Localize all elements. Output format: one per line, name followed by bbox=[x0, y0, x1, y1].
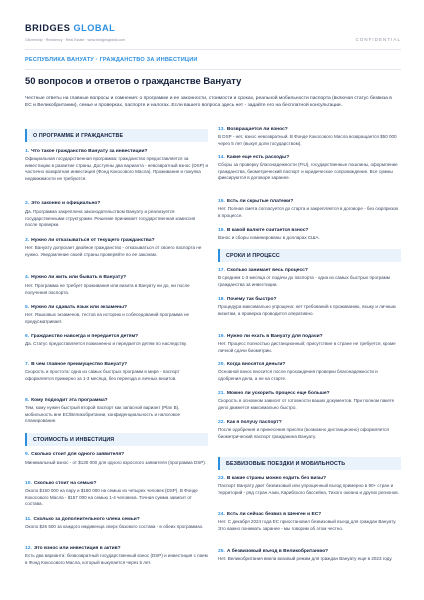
question-number: 2. bbox=[25, 201, 30, 206]
question-14 bbox=[218, 155, 401, 161]
question-number: 20. bbox=[218, 362, 225, 367]
answer-7: Скорость и простота: одна из самых быстрых программ в мире - паспорт оформляется примерно за 1-3 месяца, без переезда и личных визитов. bbox=[25, 369, 180, 381]
question-text: Нужно ли ехать в Вануату для подачи? bbox=[226, 334, 323, 339]
question-7 bbox=[25, 362, 208, 368]
answer-8: Тем, кому нужен быстрый второй паспорт как запасной вариант (Plan B), мобильность вне ЕС/Великобритании, конфиденциальность и налоговое планирование. bbox=[25, 405, 181, 423]
question-19 bbox=[218, 334, 401, 340]
question-4 bbox=[25, 275, 208, 281]
question-number: 22. bbox=[218, 420, 225, 425]
section-title: СТОИМОСТЬ И ИНВЕСТИЦИЯ bbox=[33, 436, 115, 443]
question-number: 19. bbox=[218, 334, 225, 339]
question-number: 25. bbox=[218, 549, 225, 554]
question-text: Сколько за дополнительного члена семьи? bbox=[33, 517, 140, 522]
question-number: 5. bbox=[25, 305, 30, 310]
answer-13: В DSP - нет, взнос невозвратный. В Фонде Кокосового Масла возвращается $50 000 через 5 лет (выкуп доли государством). bbox=[218, 134, 397, 146]
question-number: 16. bbox=[218, 228, 225, 233]
question-text: Это взнос или инвестиция в актив? bbox=[33, 546, 121, 551]
answer-5: Нет. Языковых экзаменов, тестов на историю и собеседований программа не предусматривает. bbox=[25, 312, 189, 324]
question-number: 14. bbox=[218, 155, 225, 160]
answer-21: Скорость в основном зависит от готовности ваших документов. При полном пакете дело движется максимально быстро. bbox=[218, 398, 395, 410]
answer-19: Нет. Процесс полностью дистанционный; присутствие в стране не требуется, кроме личной сдачи биометрии. bbox=[218, 341, 396, 353]
question-text: Есть ли сейчас безвиз в Шенген и ЕС? bbox=[226, 512, 322, 517]
answer-1: Официальная государственная программа: гражданство предоставляется за инвестицию в развитие страны. Доступны два варианта - невозвратный взнос (DSP) и частично возвратная инвестиция (Фонд Кокосового Масла). Проживание и покупка недвижимости не требуются. bbox=[25, 156, 208, 181]
question-number: 11. bbox=[25, 517, 32, 522]
question-20 bbox=[218, 362, 401, 368]
question-number: 8. bbox=[25, 398, 30, 403]
question-number: 17. bbox=[218, 268, 225, 273]
logo-main-text: BRIDGES bbox=[25, 23, 71, 33]
question-number: 7. bbox=[25, 362, 30, 367]
question-text: Кому подходит эта программа? bbox=[31, 398, 108, 403]
document-title: 50 вопросов и ответов о гражданстве Вануату bbox=[25, 75, 242, 86]
section-header-visa bbox=[218, 457, 401, 470]
question-text: В чем главное преимущество Вануату? bbox=[31, 362, 128, 367]
question-11 bbox=[25, 517, 208, 523]
question-number: 21. bbox=[218, 391, 225, 396]
question-15 bbox=[218, 199, 401, 205]
question-number: 9. bbox=[25, 452, 30, 457]
answer-16: Взнос и сборы номинированы в долларах США. bbox=[218, 235, 320, 240]
section-header-timing bbox=[218, 249, 401, 262]
question-text: Как я получу паспорт? bbox=[226, 420, 282, 425]
question-text: А безвизовый въезд в Великобританию? bbox=[226, 549, 329, 554]
answer-15: Нет. Полная смета согласуется до старта и закрепляется в договоре - без сюрпризов в процессе. bbox=[218, 206, 398, 218]
document-kicker: РЕСПУБЛИКА ВАНУАТУ · ГРАЖДАНСТВО ЗА ИНВЕСТИЦИИ bbox=[25, 57, 198, 63]
question-text: Возвращается ли взнос? bbox=[226, 127, 288, 132]
question-24 bbox=[218, 512, 401, 518]
question-9 bbox=[25, 452, 208, 458]
question-text: В какой валюте считается взнос? bbox=[226, 228, 309, 233]
question-number: 6. bbox=[25, 334, 30, 339]
question-number: 24. bbox=[218, 512, 225, 517]
answer-9: Минимальный взнос - от $130 000 для одного взрослого заявителя (программа DSP). bbox=[25, 460, 207, 465]
answer-22: После одобрения и принесения присяги (возможно дистанционно) оформляется биометрический паспорт гражданина Вануату. bbox=[218, 427, 389, 439]
question-text: Можно ли ускорить процесс еще больше? bbox=[226, 391, 330, 396]
question-text: Сколько стоит для одного заявителя? bbox=[31, 452, 125, 457]
answer-11: Около $26 500 за каждого иждивенца сверх базового состава - в обеих программах. bbox=[25, 524, 204, 529]
question-text: Сколько занимает весь процесс? bbox=[226, 268, 308, 273]
question-number: 15. bbox=[218, 199, 225, 204]
answer-10: Около $150 000 на пару и $180 000 на семью из четырех человек (DSP). В Фонде Кокосового Масла - $157 000 на семью 1-4 человека. Точная сумма зависит от состава. bbox=[25, 488, 198, 506]
section-header-cost bbox=[25, 433, 208, 446]
section-title: СРОКИ И ПРОЦЕСС bbox=[226, 252, 280, 259]
answer-12: Есть два варианта: безвозвратный государственный взнос (DSP) и инвестиция с паем в Фонд Кокосового Масла, который выкупается через 5 лет. bbox=[25, 553, 208, 565]
question-6 bbox=[25, 334, 208, 340]
question-18 bbox=[218, 297, 401, 303]
question-10 bbox=[25, 481, 208, 487]
question-text: Нужно ли жить или бывать в Вануату? bbox=[31, 275, 127, 280]
question-text: Какие еще есть расходы? bbox=[226, 155, 290, 160]
question-text: В какие страны можно ездить без визы? bbox=[226, 476, 327, 481]
question-number: 10. bbox=[25, 481, 32, 486]
question-text: Гражданство навсегда и передается детям? bbox=[31, 334, 139, 339]
answer-2: Да. Программа закреплена законодательством Вануату и реализуется государственными структурами. Решение принимает государственная комиссия после проверки. bbox=[25, 209, 196, 227]
question-number: 3. bbox=[25, 238, 30, 243]
question-text: Почему так быстро? bbox=[226, 297, 277, 302]
section-title: О ПРОГРАММЕ И ГРАЖДАНСТВЕ bbox=[33, 132, 124, 139]
answer-4: Нет. Программа не требует проживания или визита в Вануату ни до, ни после получения паспорта. bbox=[25, 283, 190, 295]
question-16 bbox=[218, 228, 401, 234]
answer-3: Нет. Вануату допускает двойное гражданство - отказываться от своего паспорта не нужно. Уведомление своей страны проверяйте по ее законам. bbox=[25, 245, 202, 257]
question-text: Когда вносятся деньги? bbox=[226, 362, 286, 367]
answer-14: Сборы за проверку благонадежности (FIU), государственные пошлины, оформление гражданства, биометрический паспорт и юридическое сопровождение. Все суммы фиксируются в договоре заранее. bbox=[218, 162, 398, 180]
question-number: 23. bbox=[218, 476, 225, 481]
question-text: Это законно и официально? bbox=[31, 201, 101, 206]
question-number: 4. bbox=[25, 275, 30, 280]
kicker-divider bbox=[25, 69, 401, 70]
question-8 bbox=[25, 398, 208, 404]
question-2 bbox=[25, 201, 208, 207]
question-1 bbox=[25, 149, 208, 155]
section-header-program bbox=[25, 129, 208, 142]
answer-23: Паспорт Вануату дает безвизовый или упрощенный въезд примерно в 90+ стран и территорий - ряд стран Азии, Карибского бассейна, Тихого океана и других регионов. bbox=[218, 483, 399, 495]
answer-25: Нет. Великобритания ввела визовый режим для граждан Вануату еще в 2023 году. bbox=[218, 556, 393, 561]
question-number: 13. bbox=[218, 127, 225, 132]
question-17 bbox=[218, 268, 401, 274]
brand-logo bbox=[25, 23, 401, 34]
header-divider bbox=[25, 49, 401, 50]
question-22 bbox=[218, 420, 401, 426]
section-title: БЕЗВИЗОВЫЕ ПОЕЗДКИ И МОБИЛЬНОСТЬ bbox=[226, 460, 346, 467]
answer-24: Нет. С декабря 2024 года ЕС приостановил безвизовый въезд для граждан Вануату. Это важно понимать заранее - мы говорим об этом честно. bbox=[218, 519, 397, 531]
intro-paragraph: Честные ответы на главные вопросы и сомнения: о программе и ее законности, стоимости и сроках, реальной мобильности паспорта (включая статус безвиза в ЕС и Великобритании), семье и проверках, паспорте и налогах. Если вашего вопроса здесь нет - задайте его на бесплатной консультации. bbox=[25, 96, 392, 109]
document-header bbox=[25, 23, 401, 42]
confidential-label: CONFIDENTIAL bbox=[355, 37, 401, 42]
question-text: Что такое гражданство Вануату за инвестиции? bbox=[31, 149, 148, 154]
question-text: Есть ли скрытые платежи? bbox=[226, 199, 294, 204]
question-5 bbox=[25, 305, 208, 311]
question-text: Нужно ли отказываться от текущего гражданства? bbox=[31, 238, 155, 243]
brand-tagline: Citizenship · Residency · Real Estate · www.bridgesglobal.com bbox=[25, 38, 126, 42]
logo-accent-text: GLOBAL bbox=[73, 23, 116, 33]
question-number: 1. bbox=[25, 149, 30, 154]
question-number: 18. bbox=[218, 297, 225, 302]
question-text: Нужно ли сдавать язык или экзамены? bbox=[31, 305, 128, 310]
question-25 bbox=[218, 549, 401, 555]
answer-17: В среднем 1-3 месяца от подачи до паспорта - одна из самых быстрых программ гражданства за инвестиции. bbox=[218, 275, 390, 287]
answer-18: Процедура максимально упрощена: нет требований к проживанию, языку и личным визитам, а проверка проводится оперативно. bbox=[218, 304, 396, 316]
question-text: Сколько стоит на семью? bbox=[33, 481, 97, 486]
question-3 bbox=[25, 238, 208, 244]
question-23 bbox=[218, 476, 401, 482]
question-13 bbox=[218, 127, 401, 133]
question-21 bbox=[218, 391, 401, 397]
question-number: 12. bbox=[25, 546, 32, 551]
answer-6: Да. Статус предоставляется пожизненно и передается детям по наследству. bbox=[25, 341, 187, 346]
answer-20: Основной взнос вносится после прохождения проверки благонадежности и одобрения дела, а не на старте. bbox=[218, 369, 378, 381]
question-12 bbox=[25, 546, 208, 552]
